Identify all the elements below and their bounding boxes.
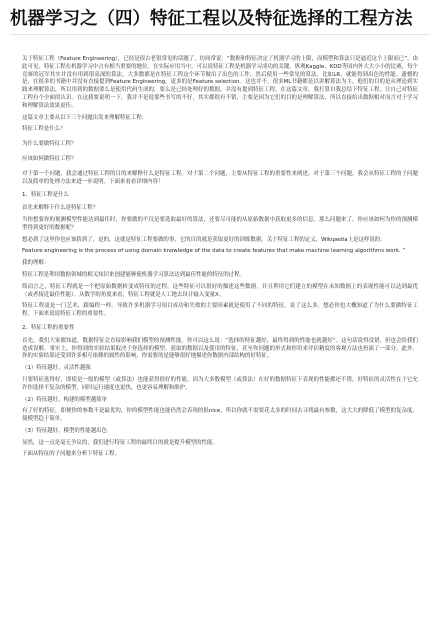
point-2-heading: （2）特征越好，构建的模型越简单: [22, 396, 108, 403]
overview-paragraph: 这篇文章主要从以下三个问题出发来理解特征工程：: [22, 114, 148, 121]
point-3-body: 显然，这一点是毫无争议的，我们进行特征工程的最终目的就是提升模型的性能。: [22, 439, 218, 446]
section-heading-importance: 2、特征工程的重要性: [22, 324, 75, 331]
goal-paragraph: 当你想要你的预测模型性能达到最佳时，你要做的不仅是要选取最好的算法，还要尽可能的从原始数据中获取更多的信息。那么问题来了，你应该如何为你的预测模型得到更好的数据呢？: [22, 216, 418, 231]
point-3-heading: （3）特征越好，模型的性能越出色: [22, 427, 108, 434]
answer-plan-paragraph: 对于第一个问题，我会通过特征工程的目的来解释什么是特征工程。对于第二个问题，主要从特征工程的重要性来阐述。对于第三个问题，我会从特征工程的子问题以及简单的处理方法来进一步说明。下面来看看详细内容！: [22, 170, 418, 185]
question-how: 应该如何做特征工程？: [22, 155, 77, 162]
art-paragraph: 特征工程更是一门艺术，跟编程一样。导致许多机器学习项目成功和失败的主要因素就是使用了不同的特征。说了这么多，想必你也大概知道了为什么要做特征工程，下面来说说特征工程的重要性。: [22, 303, 418, 318]
closing-paragraph: 下面从特征的子问题来分析下特征工程。: [22, 451, 120, 458]
point-2-body: 有了好的特征，即便你的参数不是最优的，你的模型性能也能仍然会表现的很nice，所以你就不需要花太多的时间去寻找最有参数，这大大的降低了模型的复杂度，使模型趋于简单。: [22, 408, 418, 423]
my-understanding-label: 我的理解：: [22, 260, 50, 267]
page-title: 机器学习之（四）特征工程以及特征选择的工程方法: [10, 9, 413, 29]
definition-lead: 想必到了这里你也应该猜到了，是的，这就是特征工程要做的事，它的目的就是获取更好的训练数据。关于特征工程的定义，Wikipedia上是这样说的：: [22, 236, 386, 243]
point-1-body: 只要特征选得好，即使是一般的模型（或算法）也能获得很好的性能，因为大多数模型（或算法）在好的数据特征下表现的性能都还不错。好特征的灵活性在于它允许你选择不复杂的模型，同时运行速度也更快，也更容易理解和维护。: [22, 376, 418, 391]
summary-paragraph: 简而言之，特征工程就是一个把原始数据转变成特征的过程，这些特征可以很好的描述这些数据，并且利用它们建立的模型在未知数据上的表现性能可以达到最优（或者接近最佳性能）。从数学的角度来看，特征工程就是人工地去设计输入变量X。: [22, 283, 418, 298]
question-what: 特征工程是什么？: [22, 126, 66, 133]
understanding-paragraph: 特征工程是利用数据领域的相关知识来创建能够使机器学习算法达到最佳性能的特征的过程。: [22, 271, 245, 278]
importance-paragraph: 首先，我们大家都知道，数据特征会直接影响我们模型的预测性能。你可以这么说：“选择的特征越好，最终得到的性能也就越好”。这句话说得没错，但也会给我们造成误解。事实上，你得到的实验结果取决于你选择的模型、获取的数据以及使用的特征，甚至你问题的形式和你用来评估精度的客观方法也扮演了一部分。此外，你的实验结果还受到许多相互依赖的属性的影响，你需要的是能够很好地描述你数据内部结构的好特征。: [22, 337, 418, 360]
intro-paragraph: 关于特征工程（Feature Engineering），已经是很古老很常见的话题了，坊间常说：“数据和特征决定了机器学习的上限，而模型和算法只是逼近这个上限而已”。由此可见，特征工程在机器学习中占有相当重要的地位。在实际应用当中，可以说特征工程是机器学习成功的关键。纵观Kaggle、KDD等国内外大大小小的比赛，每个竞赛的冠军其实并没有用到很高深的算法，大多数都是在特征工程这个环节做出了出色的工作，然后使用一些常见的算法，比如LR，就能得到出色的性能。遗憾的是，在很多的书籍中并没有直接提到Feature Engineering，更多的是Feature selection。这也并不，很多ML书籍都是以讲解算法为主，他们的目的是从理论到实践来理解算法，所以用到的数据要么是使用代码生成的，要么是已经处理好的数据，并没有提到特征工程。在这篇文章，我打算自我总结下特征工程，让自己对特征工程有个全面的认识。在这我要说明一下，我并不是说那些书写的不好，其实都很有不错，主要是因为它们的目的是理解算法，所以直接给出数据相对而言对于学习和理解算法效果更佳。: [22, 56, 418, 109]
section-heading-what: 1、特征工程是什么: [22, 192, 69, 199]
title-divider: [10, 34, 430, 35]
wikipedia-quote: Feature engineering is the process of using domain knowledge of the data to create features that make machine learning algorithms work. ”: [22, 248, 406, 255]
article-body: [22, 56, 418, 463]
explain-lead: 首先来解释下什么是特征工程？: [22, 205, 99, 212]
question-why: 为什么要做特征工程？: [22, 141, 77, 148]
point-1-heading: （1）特征越好，灵活性越强: [22, 365, 91, 372]
